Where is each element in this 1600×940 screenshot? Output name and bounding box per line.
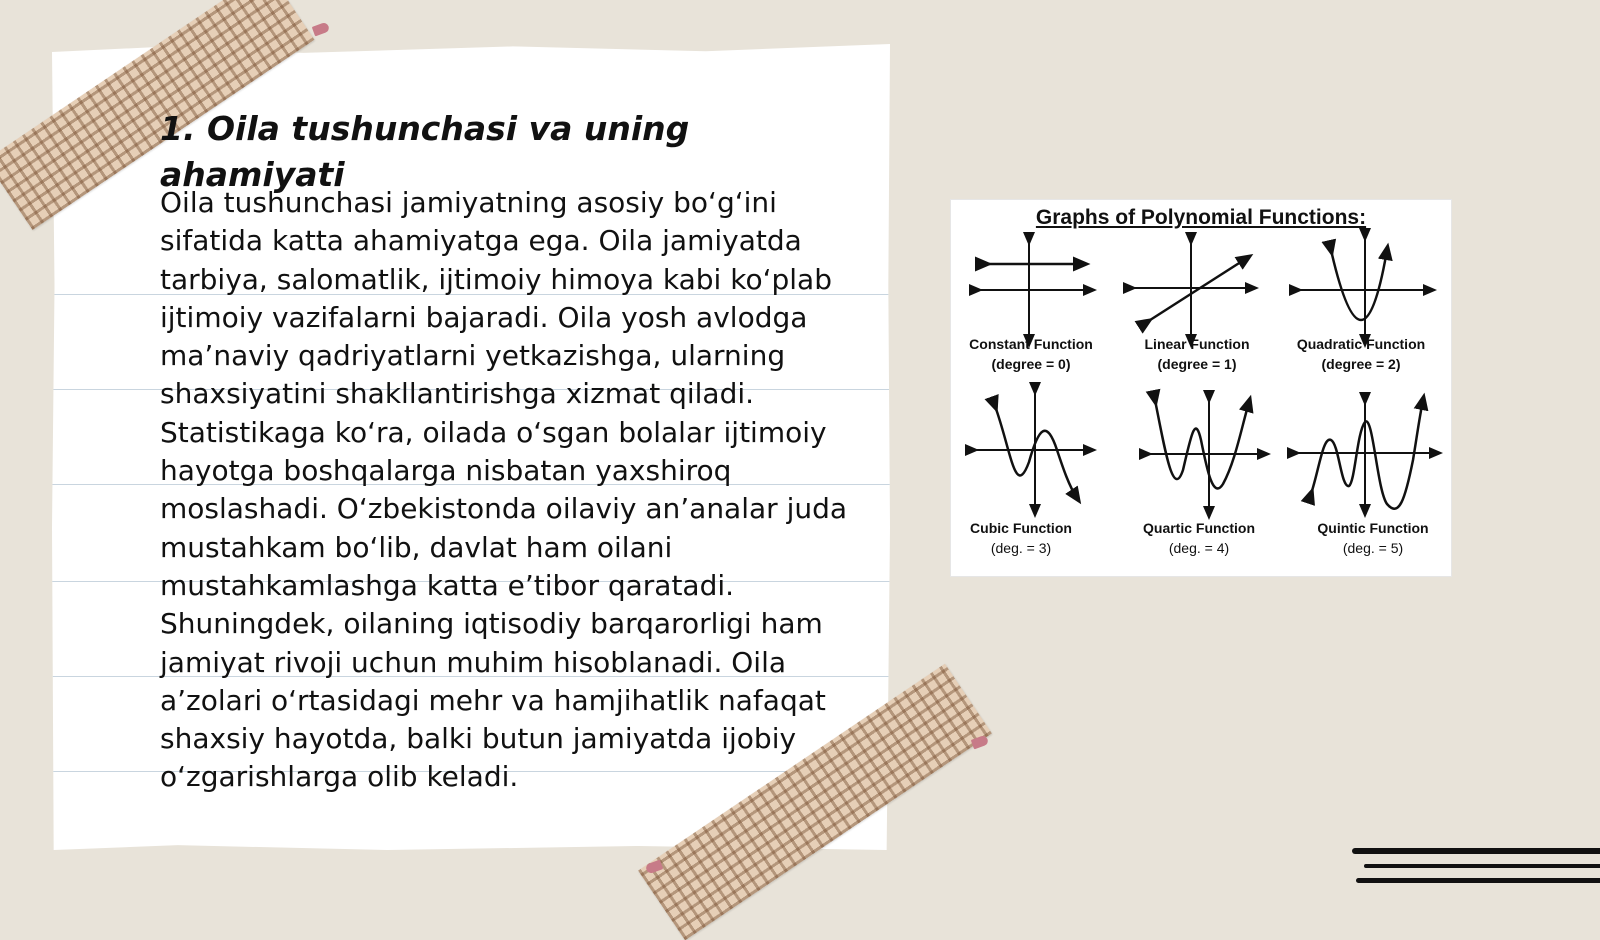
tape-pin-top: [312, 22, 330, 37]
caption-quartic: [1119, 518, 1279, 558]
caption-constant: [951, 334, 1111, 374]
caption-degree: (deg. = 5): [1342, 540, 1404, 556]
caption-degree: (degree = 0): [991, 356, 1071, 372]
cubic-graph: [973, 390, 1091, 512]
slide-body-text: Oila tushunchasi jamiyatning asosiy bo‘g‘ini sifatida katta ahamiyatga ega. Oila jamiyatda tarbiya, salomatlik, ijtimoiy himoya kabi ko‘plab ijtimoiy vazifalarni bajaradi. Oila yosh avlodga ma’naviy qadriyatlarni yetkazishga, ularning shaxsiyatini shakllantirishga xizmat qiladi. Statistikaga ko‘ra, oilada o‘sgan bolalar ijtimoiy hayotga boshqalarga nisbatan yaxshiroq moslashadi. O‘zbekistonda oilaviy an’analar juda mustahkam bo‘lib, davlat ham oilani mustahkamlashga katta e’tibor qaratadi. Shuningdek, oilaning iqtisodiy barqarorligi ham jamiyat rivoji uchun muhim hisoblanadi. Oila a’zolari o‘rtasidagi mehr va hamjihatlik nafaqat shaxsiy hayotda, balki butun jamiyatda ijobiy o‘zgarishlarga olib keladi.: [160, 186, 848, 794]
caption-quadratic: [1281, 334, 1441, 374]
caption-cubic: [941, 518, 1101, 558]
caption-degree: (degree = 2): [1321, 356, 1401, 372]
caption-degree: (deg. = 4): [1168, 540, 1230, 556]
caption-quintic: [1293, 518, 1453, 558]
caption-name: Quartic Function: [1143, 520, 1255, 536]
quartic-graph: [1147, 398, 1265, 514]
quadratic-graph: [1297, 236, 1431, 342]
polynomial-graphs-figure: [950, 199, 1452, 577]
constant-graph: [977, 240, 1091, 342]
slide-heading: 1. Oila tushunchasi va uning ahamiyati: [160, 109, 690, 194]
caption-degree: (deg. = 3): [990, 540, 1052, 556]
quintic-graph: [1295, 400, 1437, 512]
stripe: [1356, 878, 1600, 883]
caption-name: Quadratic Function: [1296, 336, 1426, 352]
caption-name: Constant Function: [969, 336, 1093, 352]
decorative-stripes: [1350, 840, 1600, 900]
caption-name: Linear Function: [1144, 336, 1250, 352]
linear-graph: [1131, 240, 1253, 342]
caption-name: Quintic Function: [1317, 520, 1429, 536]
stripe: [1364, 864, 1600, 868]
caption-degree: (degree = 1): [1157, 356, 1237, 372]
caption-name: Cubic Function: [970, 520, 1072, 536]
stripe: [1352, 848, 1600, 854]
figure-title: Graphs of Polynomial Functions:: [1035, 206, 1367, 229]
caption-linear: [1117, 334, 1277, 374]
